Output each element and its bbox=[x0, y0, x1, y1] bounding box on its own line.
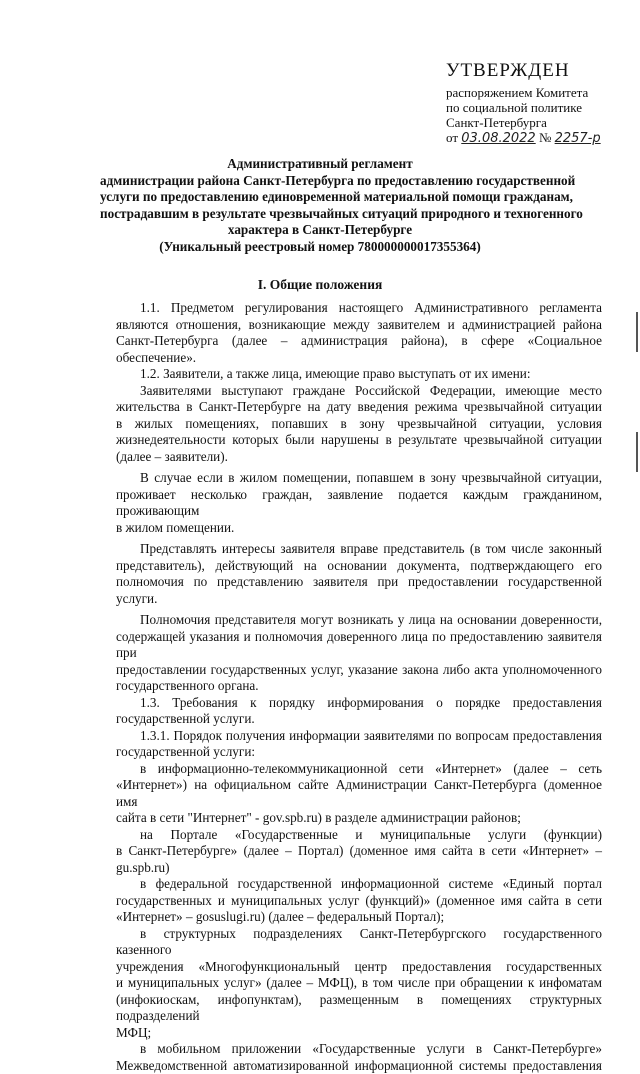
body-line: полномочия по представлению заявителя при предоставлении государственной услуги. bbox=[116, 574, 602, 607]
body-line: учреждения «Многофункциональный центр предоставления государственных bbox=[116, 959, 602, 976]
body-line: являются отношения, возникающие между заявителем и администрацией района bbox=[116, 317, 602, 334]
approval-line-3: Санкт-Петербурга bbox=[446, 115, 636, 130]
body-line: государственного органа. bbox=[116, 678, 602, 695]
body-line: в структурных подразделениях Санкт-Петербургского государственного казенного bbox=[116, 926, 602, 959]
document-body bbox=[116, 300, 602, 1074]
body-line: Межведомственной автоматизированной информационной системы предоставления bbox=[116, 1058, 602, 1074]
approval-date: 03.08.2022 bbox=[461, 131, 535, 146]
body-line: Санкт-Петербурга (далее – администрация района), в сфере «Социальное обеспечение». bbox=[116, 333, 602, 366]
section-title: I. Общие положения bbox=[0, 277, 640, 293]
approval-stamp bbox=[446, 60, 636, 146]
body-line: сайта в сети "Интернет" - gov.spb.ru) в разделе администрации районов; bbox=[116, 810, 602, 827]
body-line: на Портале «Государственные и муниципальные услуги (функции) bbox=[116, 827, 602, 844]
body-line: предоставлении государственных услуг, указание закона либо акта уполномоченного bbox=[116, 662, 602, 679]
body-line: жизнедеятельности которых были нарушены в результате чрезвычайной ситуации bbox=[116, 432, 602, 449]
body-line: 1.1. Предметом регулирования настоящего Административного регламента bbox=[116, 300, 602, 317]
body-line: 1.2. Заявители, а также лица, имеющие право выступать от их имени: bbox=[116, 366, 602, 383]
heading-line: характера в Санкт-Петербурге bbox=[100, 222, 540, 239]
approval-line-1: распоряжением Комитета bbox=[446, 85, 636, 100]
body-line: 1.3.1. Порядок получения информации заявителями по вопросам предоставления bbox=[116, 728, 602, 745]
body-line: в жилом помещении. bbox=[116, 520, 602, 537]
body-line: содержащей указания и полномочия доверенного лица по предоставлению заявителя при bbox=[116, 629, 602, 662]
heading-line: Административный регламент bbox=[100, 156, 540, 173]
body-line: (далее – заявители). bbox=[116, 449, 602, 466]
body-line: «Интернет») на официальном сайте Администрации Санкт-Петербурга (доменное имя bbox=[116, 777, 602, 810]
body-line: проживает несколько граждан, заявление подается каждым гражданином, проживающим bbox=[116, 487, 602, 520]
body-line: Заявителями выступают граждане Российской Федерации, имеющие место bbox=[116, 383, 602, 400]
body-line: (инфокиоскам, инфопунктам), размещенным в помещениях структурных подразделений bbox=[116, 992, 602, 1025]
body-line: государственной услуги: bbox=[116, 744, 602, 761]
body-line: 1.3. Требования к порядку информирования о порядке предоставления bbox=[116, 695, 602, 712]
heading-line: услуги по предоставлению единовременной материальной помощи гражданам, bbox=[100, 189, 540, 206]
approval-date-line bbox=[446, 130, 636, 146]
heading-line: (Уникальный реестровый номер 780000000017355364) bbox=[100, 239, 540, 256]
body-line: в жилых помещениях, попавших в зону чрезвычайной ситуации, условия bbox=[116, 416, 602, 433]
approval-title: УТВЕРЖДЕН bbox=[446, 60, 636, 82]
heading-line: пострадавшим в результате чрезвычайных ситуаций природного и техногенного bbox=[100, 206, 540, 223]
body-line: в Санкт-Петербурге» (далее – Портал) (доменное имя сайта в сети «Интернет» – gu.spb.ru) bbox=[116, 843, 602, 876]
body-line: представитель), действующий на основании документа, подтверждающего его bbox=[116, 558, 602, 575]
document-heading bbox=[100, 156, 540, 256]
approval-number: 2257-р bbox=[555, 131, 601, 146]
scan-edge-mark bbox=[636, 432, 638, 472]
body-line: и муниципальных услуг» (далее – МФЦ), в том числе при обращении к инфоматам bbox=[116, 975, 602, 992]
scan-edge-mark bbox=[636, 312, 638, 352]
number-prefix: № bbox=[539, 130, 551, 145]
body-line: «Интернет» – gosuslugi.ru) (далее – федеральный Портал); bbox=[116, 909, 602, 926]
body-line: МФЦ; bbox=[116, 1025, 602, 1042]
body-line: в федеральной государственной информационной системе «Единый портал bbox=[116, 876, 602, 893]
approval-line-2: по социальной политике bbox=[446, 100, 636, 115]
body-line: в информационно-телекоммуникационной сети «Интернет» (далее – сеть bbox=[116, 761, 602, 778]
body-line: Представлять интересы заявителя вправе представитель (в том числе законный bbox=[116, 541, 602, 558]
body-line: Полномочия представителя могут возникать у лица на основании доверенности, bbox=[116, 612, 602, 629]
date-prefix: от bbox=[446, 130, 458, 145]
body-line: государственной услуги. bbox=[116, 711, 602, 728]
heading-line: администрации района Санкт-Петербурга по предоставлению государственной bbox=[100, 173, 540, 190]
body-line: В случае если в жилом помещении, попавшем в зону чрезвычайной ситуации, bbox=[116, 470, 602, 487]
body-line: в мобильном приложении «Государственные услуги в Санкт-Петербурге» bbox=[116, 1041, 602, 1058]
body-line: государственных и муниципальных услуг (функций)» (доменное имя сайта в сети bbox=[116, 893, 602, 910]
body-line: жительства в Санкт-Петербурге на дату введения режима чрезвычайной ситуации bbox=[116, 399, 602, 416]
